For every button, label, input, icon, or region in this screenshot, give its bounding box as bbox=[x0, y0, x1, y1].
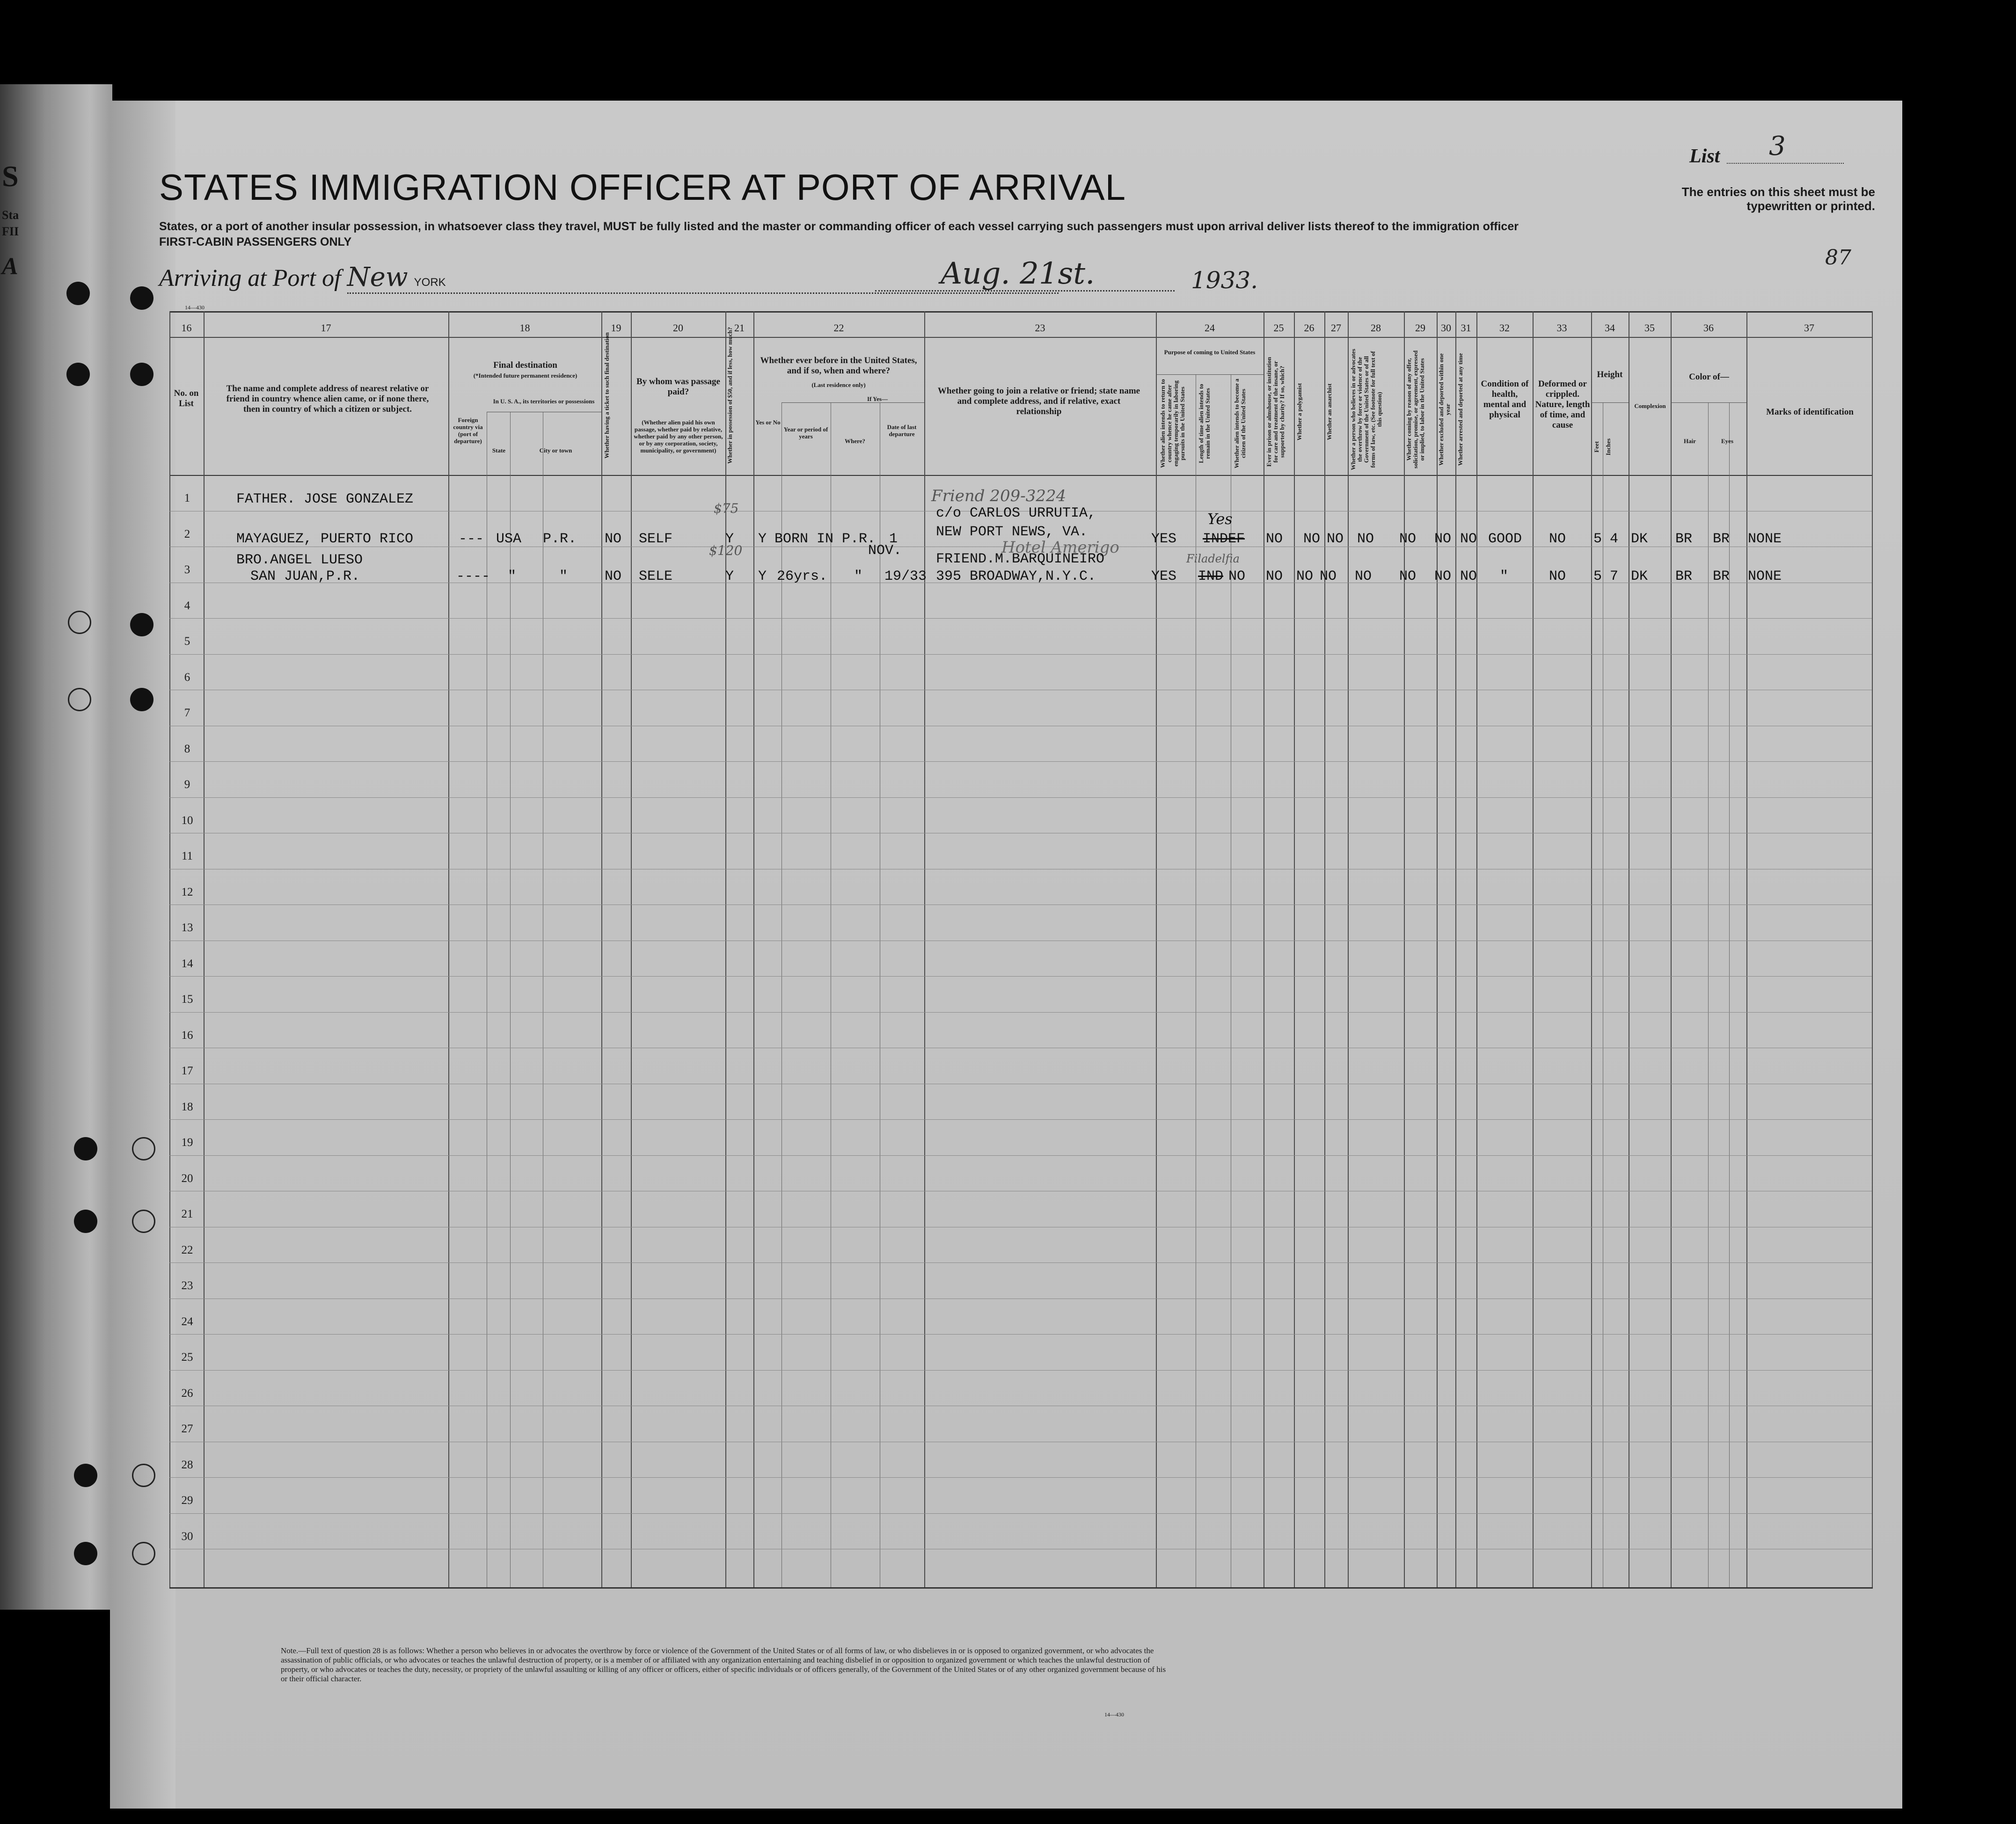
entry-deported: NO bbox=[1460, 569, 1477, 584]
previous-page-edge bbox=[0, 84, 112, 1610]
column-divider bbox=[1872, 311, 1873, 1587]
entry-before-yes: Y bbox=[758, 569, 767, 584]
entry-before-date: 1 bbox=[889, 531, 898, 547]
header-purpose-length: Length of time alien intends to remain in the United States bbox=[1198, 384, 1211, 463]
entry-purpose-note: Filadelfia bbox=[1186, 552, 1240, 565]
header-labor-offer: Whether coming by reason of any offer, solicitation, promise, or agreement, expressed or implied, to labor in the United States bbox=[1405, 350, 1425, 469]
entry-deformed: NO bbox=[1549, 531, 1566, 547]
header-purpose-citizen: Whether alien intends to become a citizen of the United States bbox=[1233, 379, 1247, 468]
row-rule bbox=[169, 1477, 1872, 1478]
column-number: 21 bbox=[734, 322, 745, 334]
header-anarchist: Whether an anarchist bbox=[1326, 383, 1333, 440]
header-passage-note: (Whether alien paid his own passage, whether paid by relative, whether paid by any other person, or by any corporation, society, municipality, or government) bbox=[634, 419, 723, 454]
row-number: 18 bbox=[181, 1100, 193, 1113]
row-number: 10 bbox=[181, 814, 193, 827]
entry-question-28: NO bbox=[1355, 569, 1372, 584]
entries-note: The entries on this sheet must be typewritten or printed. bbox=[1681, 185, 1875, 213]
row-rule bbox=[169, 1334, 1872, 1335]
entry-money: Y bbox=[725, 569, 734, 584]
punch-hole bbox=[132, 1210, 155, 1233]
entry-relative: BRO.ANGEL LUESO bbox=[236, 552, 363, 568]
entry-purpose-citizen: Yes bbox=[1207, 510, 1233, 528]
row-number: 25 bbox=[181, 1351, 193, 1364]
row-rule bbox=[169, 1513, 1872, 1514]
entry-foreign-country: --- bbox=[459, 531, 484, 547]
entry-prison: NO bbox=[1266, 531, 1283, 547]
header-yes-or-no: Yes or No bbox=[755, 419, 781, 426]
prev-page-fragment: FII bbox=[2, 225, 19, 238]
row-number: 13 bbox=[181, 921, 193, 934]
punch-hole bbox=[66, 363, 90, 386]
entry-eyes: BR bbox=[1713, 531, 1730, 547]
header-final-destination-note: (*Intended future permanent residence) bbox=[473, 372, 577, 379]
row-number: 27 bbox=[181, 1423, 193, 1436]
entry-inches: 7 bbox=[1610, 569, 1619, 584]
column-number: 25 bbox=[1273, 322, 1284, 334]
column-number: 17 bbox=[321, 322, 331, 334]
entry-purpose-return: YES bbox=[1151, 531, 1177, 547]
column-divider bbox=[1533, 311, 1534, 1587]
row-number: 23 bbox=[181, 1279, 193, 1292]
entry-state: " bbox=[508, 569, 517, 584]
row-number: 1 bbox=[184, 492, 190, 505]
header-feet: Feet bbox=[1593, 441, 1600, 452]
header-no-on-list: No. on List bbox=[174, 388, 199, 409]
row-number: 29 bbox=[181, 1494, 193, 1507]
row-number: 14 bbox=[181, 957, 193, 970]
row-number: 7 bbox=[184, 707, 190, 720]
row-number: 5 bbox=[184, 635, 190, 648]
entry-purpose-citizen: NO bbox=[1228, 569, 1246, 584]
header-bottom-rule bbox=[169, 475, 1873, 476]
entry-joining: c/o CARLOS URRUTIA, bbox=[936, 505, 1096, 521]
row-number: 12 bbox=[181, 885, 193, 898]
column-divider bbox=[1156, 311, 1157, 1587]
column-divider bbox=[924, 311, 925, 1587]
entry-question-28: NO bbox=[1357, 531, 1374, 547]
row-number: 17 bbox=[181, 1065, 193, 1078]
table-bottom-rule bbox=[169, 1587, 1873, 1589]
header-health: Condition of health, mental and physical bbox=[1481, 379, 1529, 420]
entry-paid-by: SELE bbox=[639, 569, 673, 584]
entry-relative: FATHER. JOSE GONZALEZ bbox=[236, 491, 414, 507]
header-marks: Marks of identification bbox=[1766, 407, 1854, 417]
arrival-year: 1933. bbox=[1191, 267, 1258, 294]
column-divider bbox=[1671, 311, 1672, 1587]
list-label: List bbox=[1689, 146, 1720, 167]
entry-before-years: 26yrs. bbox=[777, 569, 828, 584]
entry-joining-note: Hotel Amerigo bbox=[1001, 538, 1119, 557]
column-divider bbox=[1437, 311, 1438, 1587]
entry-relative-address: SAN JUAN,P.R. bbox=[250, 569, 360, 584]
column-divider bbox=[448, 311, 449, 1587]
row-rule bbox=[169, 761, 1872, 762]
header-deformed: Deformed or crippled. Nature, length of time, and cause bbox=[1535, 379, 1590, 430]
column-number: 35 bbox=[1644, 322, 1655, 334]
column-number: 30 bbox=[1441, 322, 1451, 334]
column-divider bbox=[1348, 311, 1349, 1587]
column-divider bbox=[1324, 311, 1325, 1587]
punch-hole bbox=[66, 282, 90, 305]
entry-complexion: DK bbox=[1631, 531, 1648, 547]
header-height: Height bbox=[1597, 370, 1623, 379]
header-ever-before: Whether ever before in the United States, and if so, when and where? bbox=[760, 356, 917, 376]
header-nearest-relative: The name and complete address of nearest relative or friend in country whence alien came, or if none there, then in country of which a citizen or subject. bbox=[226, 384, 429, 414]
row-number: 26 bbox=[181, 1386, 193, 1400]
row-number: 11 bbox=[181, 850, 193, 863]
table-top-rule bbox=[169, 311, 1873, 313]
header-where: Where? bbox=[845, 438, 865, 445]
entry-eyes: BR bbox=[1713, 569, 1730, 584]
header-inches: Inches bbox=[1605, 438, 1612, 456]
entry-before-month: NOV. bbox=[868, 543, 902, 559]
header-in-usa: In U. S. A., its territories or possessions bbox=[493, 398, 595, 405]
header-date-departure: Date of last departure bbox=[887, 423, 917, 438]
header-subrule bbox=[1591, 402, 1629, 403]
header-purpose: Purpose of coming to United States bbox=[1164, 349, 1256, 356]
column-divider bbox=[169, 311, 170, 1587]
header-state: State bbox=[492, 447, 506, 454]
passenger-class: FIRST-CABIN PASSENGERS ONLY bbox=[159, 235, 352, 248]
entry-purpose-length: IND bbox=[1198, 569, 1224, 584]
entry-hair: BR bbox=[1675, 531, 1693, 547]
header-subrule bbox=[1156, 374, 1264, 375]
entry-state: USA bbox=[496, 531, 522, 547]
header-deported: Whether arrested and deported at any time bbox=[1457, 353, 1464, 466]
row-number: 6 bbox=[184, 671, 190, 684]
header-complexion: Complexion bbox=[1634, 402, 1666, 409]
entry-prison: NO bbox=[1266, 569, 1283, 584]
date-underline bbox=[875, 290, 1175, 292]
form-instructions: States, or a port of another insular possession, in whatsoever class they travel, MUST be fully listed and the master or commanding officer of each vessel carrying such passengers must upon arrival deliver lists thereof to the immigration officer bbox=[159, 220, 1519, 233]
row-number: 19 bbox=[181, 1136, 193, 1149]
entry-hair: BR bbox=[1675, 569, 1693, 584]
column-divider bbox=[1404, 311, 1405, 1587]
entry-paid-by: SELF bbox=[639, 531, 673, 547]
port-typed: YORK bbox=[414, 276, 446, 289]
entry-labor-offer: NO bbox=[1399, 569, 1417, 584]
column-number: 28 bbox=[1371, 322, 1381, 334]
entry-city: " bbox=[559, 569, 568, 584]
row-rule bbox=[169, 1119, 1872, 1120]
entry-anarchist: NO bbox=[1320, 569, 1337, 584]
column-divider bbox=[1455, 311, 1456, 1587]
punch-hole bbox=[74, 1137, 97, 1160]
prev-page-fragment: A bbox=[2, 253, 18, 280]
column-divider bbox=[1476, 311, 1477, 1587]
entry-deformed: NO bbox=[1549, 569, 1566, 584]
entry-before-where: BORN IN P.R. bbox=[774, 531, 876, 547]
header-ticket: Whether having a ticket to such final destination bbox=[603, 332, 610, 459]
entry-before-yes: Y bbox=[758, 531, 767, 547]
subcolumn-divider bbox=[510, 412, 511, 1587]
column-number: 24 bbox=[1205, 322, 1215, 334]
column-number: 33 bbox=[1556, 322, 1567, 334]
entry-purpose-length: INDEF bbox=[1203, 531, 1245, 547]
entry-polygamist: NO bbox=[1296, 569, 1314, 584]
column-divider bbox=[631, 311, 632, 1587]
row-rule bbox=[169, 976, 1872, 977]
entry-purpose-return: YES bbox=[1151, 569, 1177, 584]
header-subrule bbox=[782, 402, 924, 403]
row-number: 15 bbox=[181, 993, 193, 1006]
header-years: Year or period of years bbox=[783, 426, 828, 440]
header-hair: Hair bbox=[1684, 438, 1696, 445]
row-number: 3 bbox=[184, 563, 190, 576]
punch-hole bbox=[74, 1542, 97, 1565]
header-purpose-return: Whether alien intends to return to country whence he came after engaging temporarily in laboring pursuits in the United States bbox=[1159, 379, 1186, 468]
column-divider bbox=[1294, 311, 1295, 1587]
entry-complexion: DK bbox=[1631, 569, 1648, 584]
prev-page-fragment: Sta bbox=[2, 208, 19, 222]
entry-money: Y bbox=[725, 531, 734, 547]
entry-joining: FRIEND.M.BARQUINEIRO bbox=[936, 551, 1105, 567]
entry-ticket: NO bbox=[605, 531, 622, 547]
footnote: Note.—Full text of question 28 is as follows: Whether a person who believes in or advocates the overthrow by force or violence of the Government of the United States or of all forms of law, or who disbelieves in or is opposed to organized government, or who advocates the assassination of public officials, or who advocates or teaches the unlawful destruction of property, or is a member of or affiliated with any organization entertaining and teaching disbelief in or opposition to organized government or which teaches the unlawful destruction of property, or who advocates or teaches the duty, necessity, or propriety of the unlawful assaulting or killing of any officer or officers, either of specific individuals or of officers generally, of the Government of the United States or of any other organized government because of his or their official character. bbox=[281, 1646, 1166, 1683]
column-divider bbox=[204, 311, 205, 1587]
row-number: 2 bbox=[184, 527, 190, 540]
row-rule bbox=[169, 797, 1872, 798]
arriving-label: Arriving at Port of bbox=[159, 265, 341, 292]
column-number: 32 bbox=[1499, 322, 1510, 334]
column-divider bbox=[601, 311, 602, 1587]
header-ever-before-note: (Last residence only) bbox=[811, 381, 866, 388]
header-if-yes: If Yes— bbox=[867, 395, 888, 402]
punch-hole bbox=[68, 611, 91, 634]
column-number: 18 bbox=[519, 322, 530, 334]
header-passage-paid: By whom was passage paid? bbox=[636, 377, 720, 397]
entry-ticket: NO bbox=[605, 569, 622, 584]
column-number: 26 bbox=[1304, 322, 1315, 334]
prev-page-fragment: S bbox=[2, 160, 19, 193]
punch-hole bbox=[132, 1464, 155, 1487]
header-joining-relative: Whether going to join a relative or friend; state name and complete address, and if relative, exact relationship bbox=[937, 386, 1140, 416]
form-title: STATES IMMIGRATION OFFICER AT PORT OF ARRIVAL bbox=[159, 167, 1126, 208]
entry-health: " bbox=[1500, 569, 1509, 584]
entry-polygamist: NO bbox=[1303, 531, 1321, 547]
entry-inches: 4 bbox=[1610, 531, 1619, 547]
row-rule bbox=[169, 654, 1872, 655]
port-handwritten: New bbox=[347, 262, 408, 292]
punch-hole bbox=[130, 286, 153, 310]
entry-money-note: $75 bbox=[714, 501, 739, 516]
form-code: 14—430 bbox=[185, 304, 205, 311]
entry-health: GOOD bbox=[1488, 531, 1522, 547]
header-question-28: Whether a person who believes in or advocates the overthrow by force or violence of the Government of the United States or of all forms of law, etc. (See footnote for full text of this question) bbox=[1350, 349, 1383, 470]
entry-joining-address: NEW PORT NEWS, VA. bbox=[936, 524, 1088, 540]
header-excluded: Whether excluded and deported within one year bbox=[1438, 353, 1451, 466]
punch-hole bbox=[74, 1210, 97, 1233]
list-number: 3 bbox=[1769, 131, 1786, 161]
entry-labor-offer: NO bbox=[1399, 531, 1417, 547]
row-rule bbox=[169, 1370, 1872, 1371]
arrival-line bbox=[159, 262, 1059, 294]
row-number: 22 bbox=[181, 1243, 193, 1256]
manifest-sheet bbox=[110, 101, 1902, 1809]
column-number: 16 bbox=[181, 322, 192, 334]
row-number: 24 bbox=[181, 1315, 193, 1328]
column-number: 27 bbox=[1331, 322, 1341, 334]
column-number: 37 bbox=[1804, 322, 1814, 334]
header-polygamist: Whether a polygamist bbox=[1296, 383, 1303, 441]
column-number: 20 bbox=[673, 322, 683, 334]
header-color-of: Color of— bbox=[1689, 372, 1729, 382]
punch-hole bbox=[130, 613, 153, 636]
footnote-code: 14—430 bbox=[1104, 1711, 1124, 1718]
column-divider bbox=[1591, 311, 1592, 1587]
row-number: 21 bbox=[181, 1208, 193, 1221]
subcolumn-divider bbox=[1708, 402, 1709, 1587]
header-prison: Ever in prison or almshouse, or institution for care and treatment of the insane, or supported by charity? If so, which? bbox=[1265, 357, 1286, 467]
row-number: 30 bbox=[181, 1530, 193, 1543]
column-divider bbox=[1746, 311, 1747, 1587]
punch-hole bbox=[130, 688, 153, 711]
punch-hole bbox=[132, 1137, 155, 1160]
entry-before-where: " bbox=[854, 569, 863, 584]
row-number: 4 bbox=[184, 599, 190, 612]
column-number: 34 bbox=[1605, 322, 1615, 334]
entry-excluded: NO bbox=[1434, 531, 1452, 547]
entry-joining-note: Friend 209-3224 bbox=[931, 487, 1066, 505]
punch-hole bbox=[130, 363, 153, 386]
list-underline bbox=[1727, 163, 1844, 164]
column-number: 22 bbox=[833, 322, 844, 334]
column-number-rule bbox=[169, 337, 1873, 338]
column-number: 23 bbox=[1035, 322, 1045, 334]
row-rule bbox=[169, 1155, 1872, 1156]
row-number: 16 bbox=[181, 1029, 193, 1042]
header-city: City or town bbox=[539, 447, 572, 454]
entry-before-date: 19/33 bbox=[884, 569, 927, 584]
header-subrule bbox=[1671, 402, 1746, 403]
entry-city: P.R. bbox=[543, 531, 577, 547]
entry-money-note: $120 bbox=[709, 543, 743, 558]
entry-deported: NO bbox=[1460, 531, 1477, 547]
punch-hole bbox=[74, 1464, 97, 1487]
row-rule bbox=[169, 1012, 1872, 1013]
entry-marks: NONE bbox=[1748, 569, 1782, 584]
entry-feet: 5 bbox=[1593, 531, 1602, 547]
entry-excluded: NO bbox=[1434, 569, 1452, 584]
column-divider bbox=[753, 311, 754, 1587]
header-final-destination: Final destination bbox=[493, 360, 557, 370]
entry-relative-address: MAYAGUEZ, PUERTO RICO bbox=[236, 531, 414, 547]
header-foreign-country: Foreign country via (port of departure) bbox=[453, 416, 483, 445]
row-number: 9 bbox=[184, 778, 190, 791]
column-number: 31 bbox=[1461, 322, 1471, 334]
punch-hole bbox=[68, 688, 91, 711]
entry-joining-address: 395 BROADWAY,N.Y.C. bbox=[936, 569, 1096, 584]
row-number: 20 bbox=[181, 1172, 193, 1185]
header-fifty-dollars: Whether in possession of $50, and if less, how much? bbox=[726, 327, 733, 464]
punch-hole bbox=[132, 1542, 155, 1565]
entry-foreign-country: ---- bbox=[456, 569, 490, 584]
entry-feet: 5 bbox=[1593, 569, 1602, 584]
sheet-number: 87 bbox=[1825, 246, 1851, 270]
row-rule bbox=[169, 618, 1872, 619]
column-number: 29 bbox=[1415, 322, 1425, 334]
entry-marks: NONE bbox=[1748, 531, 1782, 547]
row-number: 28 bbox=[181, 1458, 193, 1471]
entry-anarchist: NO bbox=[1327, 531, 1344, 547]
row-rule bbox=[169, 1262, 1872, 1263]
row-number: 8 bbox=[184, 742, 190, 755]
header-eyes: Eyes bbox=[1721, 438, 1733, 445]
column-number: 19 bbox=[611, 322, 621, 334]
arrival-date: Aug. 21st. bbox=[941, 256, 1095, 291]
column-number: 36 bbox=[1703, 322, 1714, 334]
